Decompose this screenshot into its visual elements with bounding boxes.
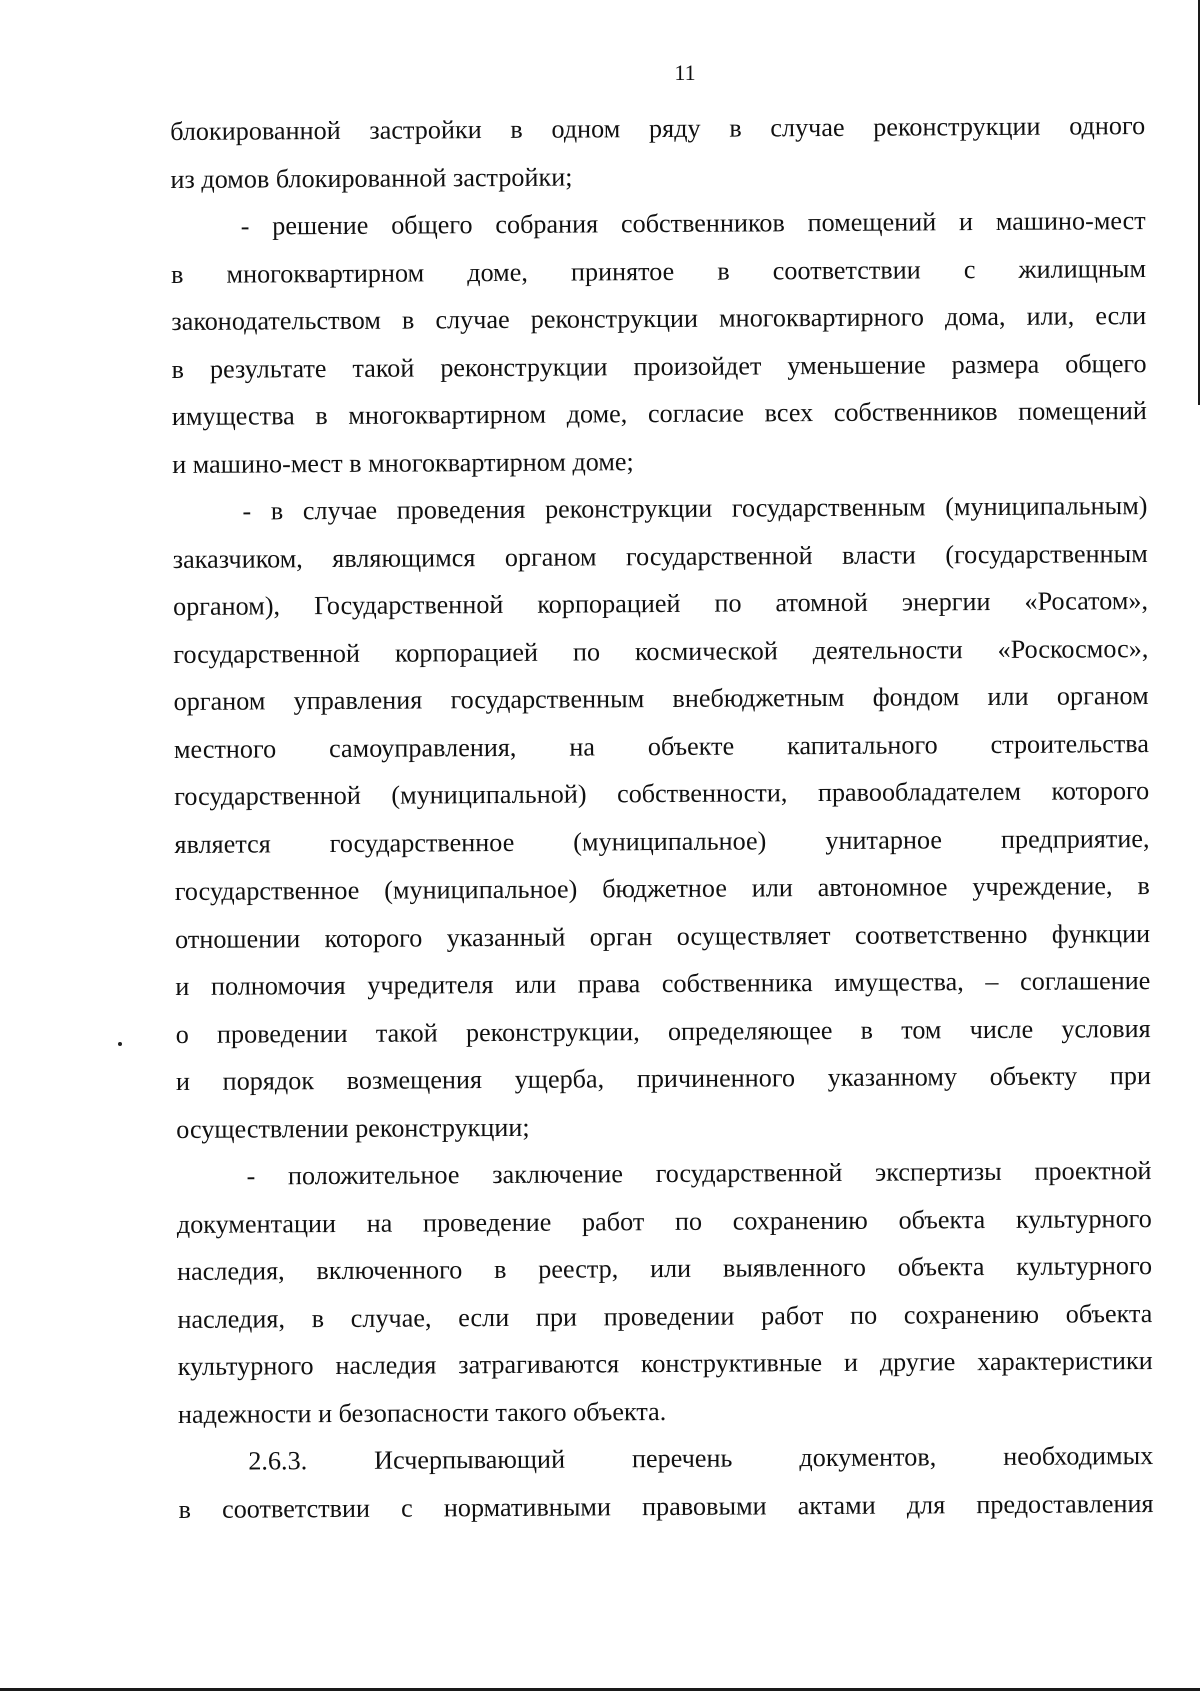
scan-speck — [118, 1042, 122, 1046]
text-line: государственной корпорацией по космической деятельности «Роскосмос», — [173, 633, 1149, 669]
text-line: и полномочия учредителя или права собственника имущества, – соглашение — [175, 966, 1151, 1001]
paragraph-p4 — [176, 1147, 1153, 1438]
text-line: в результате такой реконструкции произойдет уменьшение размера общего — [171, 348, 1147, 384]
paragraph-p2 — [171, 197, 1148, 488]
document-body — [170, 102, 1154, 1533]
text-line: государственное (муниципальное) бюджетное или автономное учреждение, в — [174, 871, 1150, 906]
text-line: осуществлении реконструкции; — [176, 1112, 530, 1144]
text-line: заказчиком, являющимся органом государственной власти (государственным — [172, 538, 1148, 574]
paragraph-p1 — [170, 102, 1146, 203]
text-line: местного самоуправления, на объекте капитального строительства — [173, 728, 1149, 764]
text-line: является государственное (муниципальное) унитарное предприятие, — [174, 823, 1150, 859]
text-line: наследия, включенного в реестр, или выявленного объекта культурного — [177, 1251, 1153, 1286]
text-line: - положительное заключение государственной экспертизы проектной — [246, 1156, 1152, 1191]
text-line: органом), Государственной корпорацией по атомной энергии «Росатом», — [172, 586, 1149, 621]
paragraph-p5 — [178, 1432, 1154, 1533]
scan-edge-bottom — [0, 1688, 1200, 1691]
text-line: и машино-мест в многоквартирном доме; — [172, 446, 634, 479]
text-line: отношении которого указанный орган осуществляет соответственно функции — [174, 918, 1151, 954]
text-line: в многоквартирном доме, принятое в соответствии с жилищным — [170, 253, 1147, 289]
text-line: о проведении такой реконструкции, определяющее в том числе условия — [175, 1013, 1151, 1049]
text-line: блокированной застройки в одном ряду в случае реконструкции одного — [170, 111, 1146, 146]
text-line: из домов блокированной застройки; — [170, 162, 573, 194]
text-line: и порядок возмещения ущерба, причиненного указанному объекту при — [175, 1061, 1152, 1096]
text-line: наследия, в случае, если при проведении работ по сохранению объекта — [177, 1298, 1153, 1334]
text-line: документации на проведение работ по сохранению объекта культурного — [176, 1203, 1152, 1239]
text-line: культурного наследия затрагиваются конструктивные и другие характеристики — [177, 1346, 1153, 1381]
text-line: в соответствии с нормативными правовыми актами для предоставления — [178, 1488, 1154, 1524]
text-line: законодательством в случае реконструкции многоквартирного дома, или, если — [171, 301, 1147, 336]
text-line: надежности и безопасности такого объекта. — [177, 1396, 667, 1429]
page-number: 11 — [674, 60, 696, 85]
text-line: государственной (муниципальной) собственности, правообладателем которого — [174, 776, 1150, 811]
paragraph-p3 — [172, 482, 1151, 1153]
text-line: - в случае проведения реконструкции государственным (муниципальным) — [242, 491, 1148, 526]
text-line: - решение общего собрания собственников помещений и машино-мест — [240, 206, 1146, 241]
text-line: 2.6.3. Исчерпывающий перечень документов, необходимых — [248, 1441, 1154, 1476]
text-line: имущества в многоквартирном доме, согласие всех собственников помещений — [171, 396, 1147, 431]
text-line: органом управления государственным внебюджетным фондом или органом — [173, 681, 1149, 716]
